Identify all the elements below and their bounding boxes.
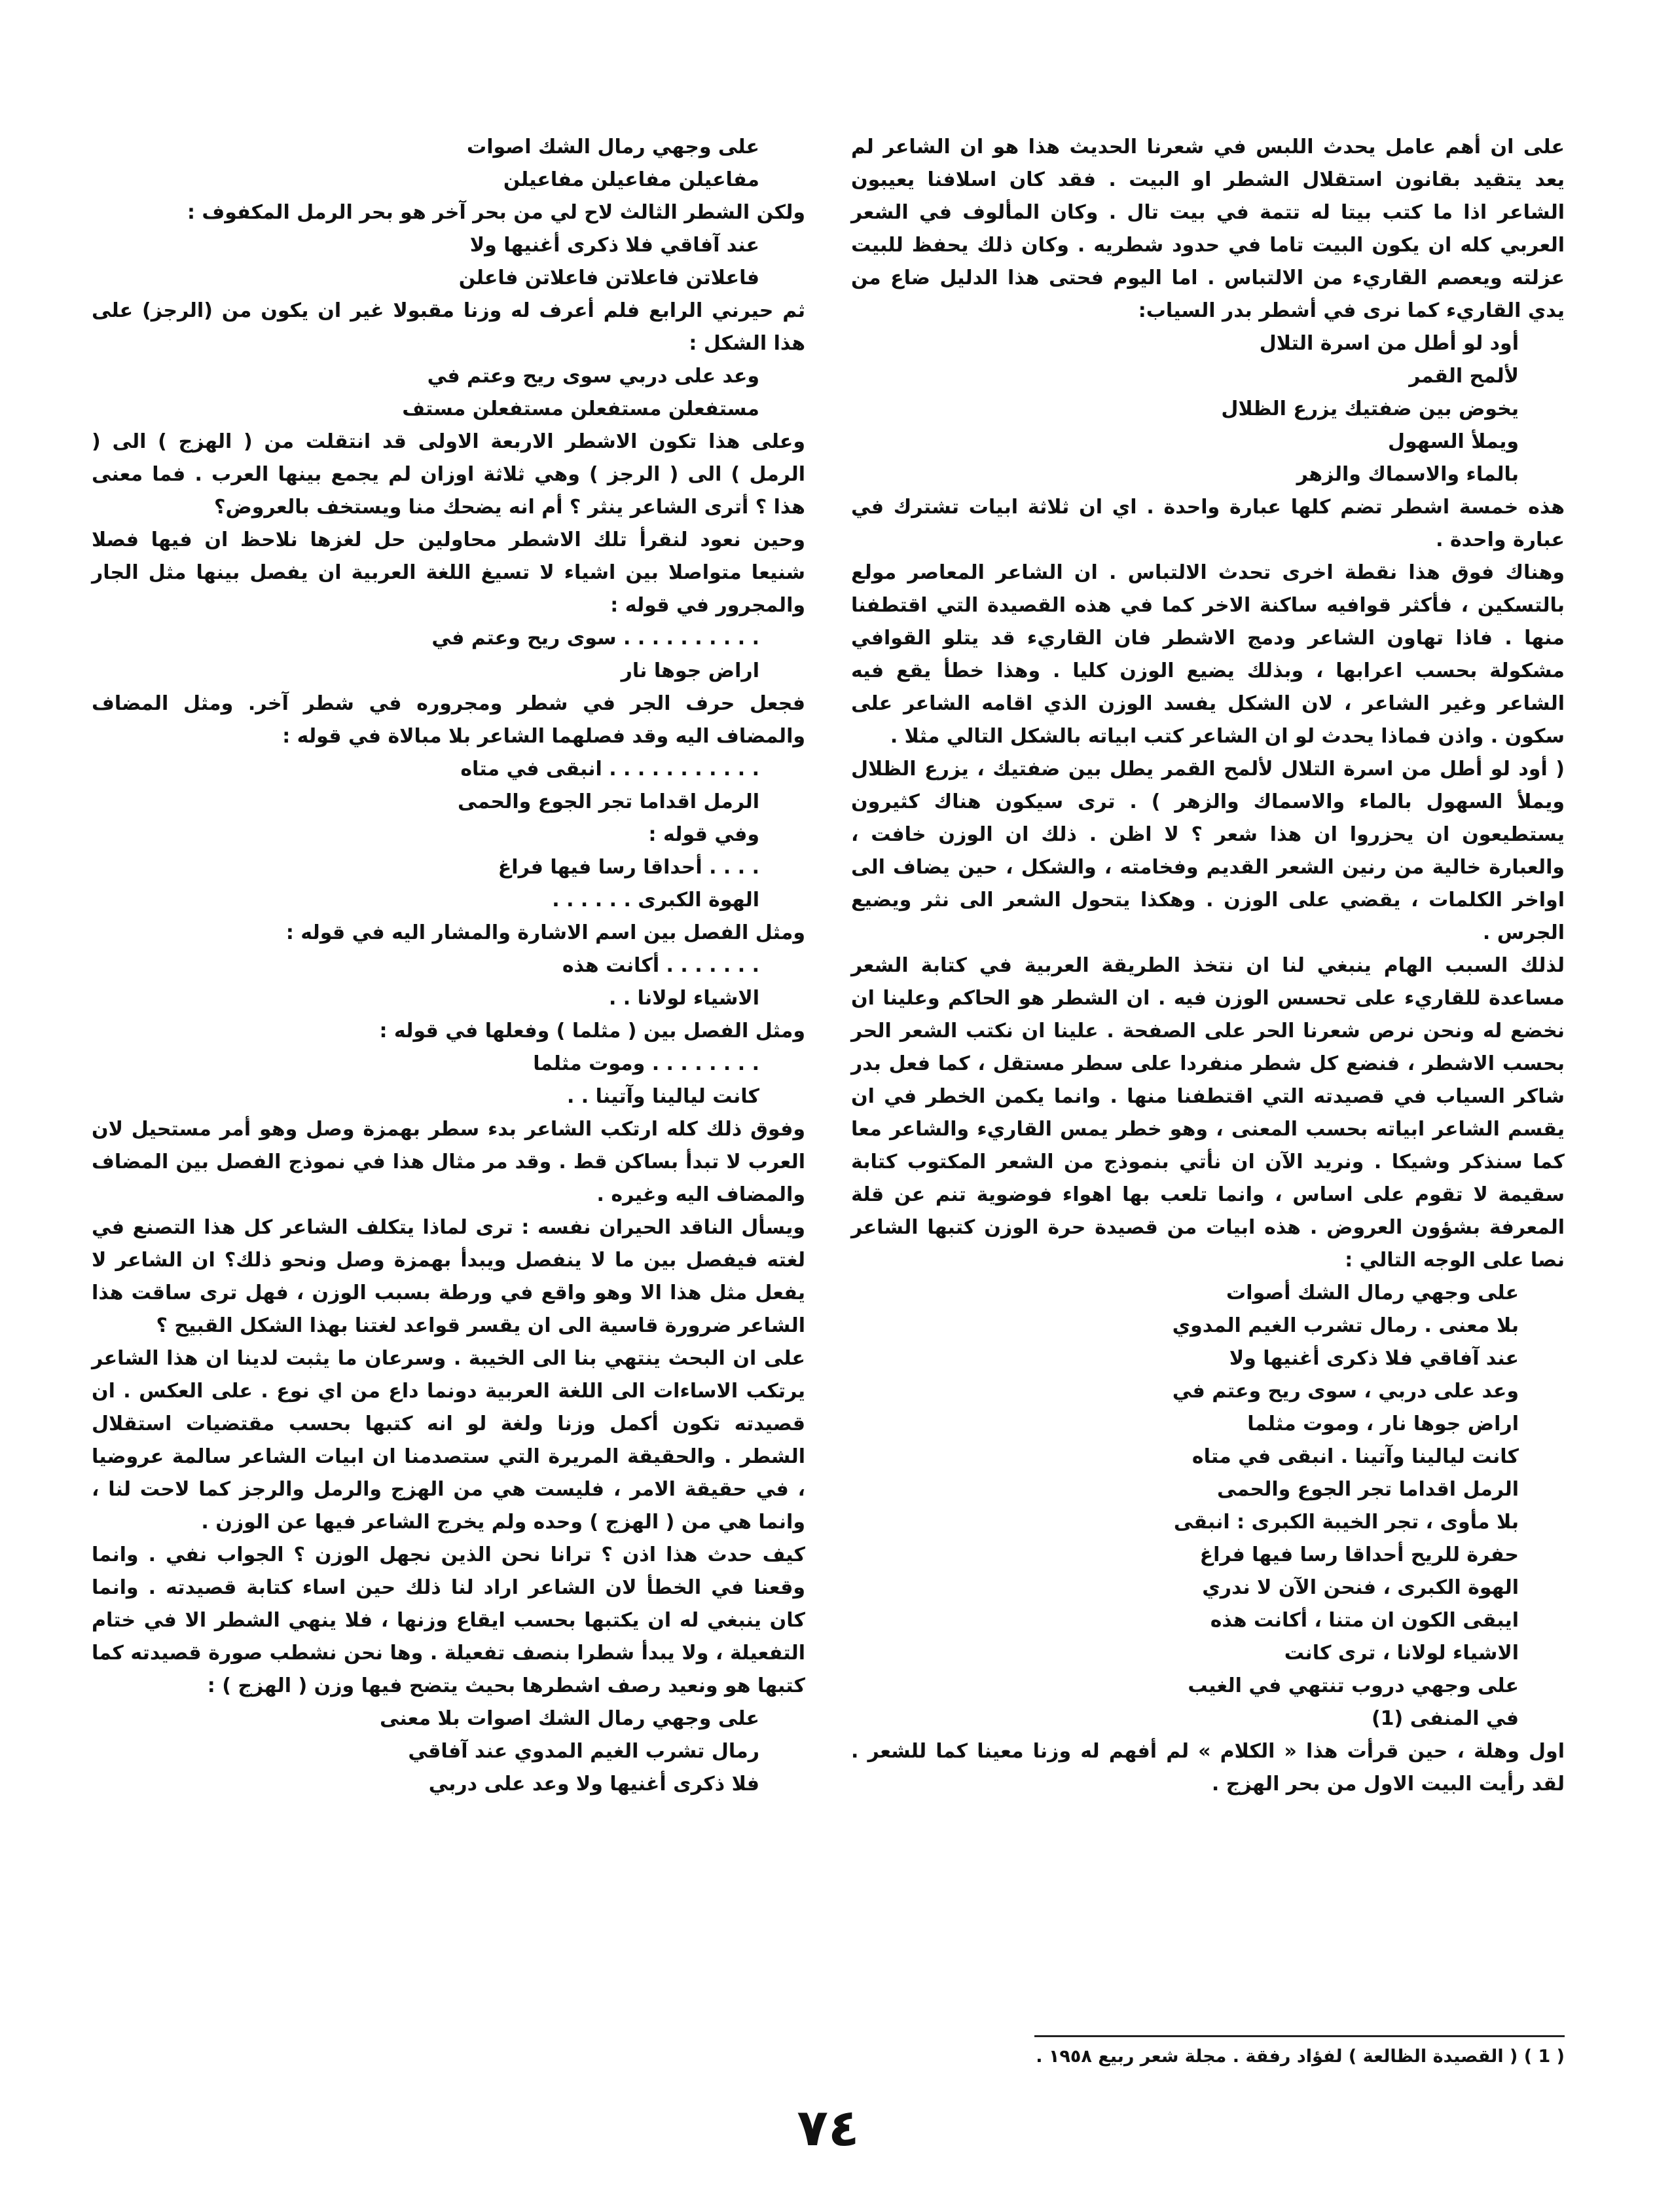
verse-line: أود لو أطل من اسرة التلال (1259, 332, 1519, 355)
verse-line: اراض جوها نار (621, 659, 759, 682)
verse-line: عند آفاقي فلا ذكرى أغنيها ولا (1229, 1347, 1519, 1370)
left-column (92, 131, 805, 1801)
verse-line: . . . . . . . أكانت هذه (562, 954, 759, 977)
verse-line: فاعلاتن فاعلاتن فاعلاتن فاعلن (458, 267, 759, 289)
verse-line: كانت ليالينا وآتينا . انبقى في متاه (1191, 1445, 1519, 1468)
verse-line: على وجهي دروب تنتهي في الغيب (1188, 1674, 1519, 1697)
verse-line: رمال تشرب الغيم المدوي عند آفاقي (408, 1740, 759, 1763)
verse-line: على وجهي رمال الشك اصوات (467, 136, 759, 158)
paragraph: هذه خمسة اشطر تضم كلها عبارة واحدة . اي ان ثلاثة ابيات تشترك في عبارة واحدة . (851, 496, 1565, 551)
paragraph: وفوق ذلك كله ارتكب الشاعر بدء سطر بهمزة وصل وهو أمر مستحيل لان العرب لا تبدأ بساكن قط . وقد مر مثال هذا في نموذج الفصل بين المضاف والمضاف اليه وغيره . (92, 1118, 805, 1206)
paragraph: على ان البحث ينتهي بنا الى الخيبة . وسرعان ما يثبت لدينا ان هذا الشاعر يرتكب الاساءات الى اللغة العربية دونما داع من اي نوع . على العكس . ان قصيدته تكون أكمل وزنا ولغة لو انه كتبها بحسب مقتضيات استقلال الشطر . والحقيقة المريرة التي ستصدمنا ان ابيات الشاعر سالمة عروضيا ، في حقيقة الامر ، فليست هي من الهزج والرمل والرجز كما لاحت لنا ، وانما هي من ( الهزج ) وحده ولم يخرج الشاعر فيها عن الوزن . (92, 1347, 805, 1534)
verse-line: بالماء والاسماك والزهر (1296, 463, 1519, 486)
footnote: ( 1 ) ( القصيدة الظالعة ) لفؤاد رفقة . مجلة شعر ربيع ١٩٥٨ . (1036, 2046, 1565, 2067)
verse-line: وفي قوله : (648, 823, 759, 846)
verse-line: في المنفى (1) (1371, 1707, 1519, 1730)
verse-line: وعد على دربي سوى ريح وعتم في (427, 365, 759, 388)
verse-line: بلا معنى . رمال تشرب الغيم المدوي (1172, 1314, 1519, 1337)
verse-line: الرمل اقداما تجر الجوع والحمى (457, 790, 759, 813)
verse-line: لألمح القمر (1409, 365, 1519, 388)
paragraph: ومثل الفصل بين اسم الاشارة والمشار اليه في قوله : (285, 921, 805, 944)
paragraph: وهناك فوق هذا نقطة اخرى تحدث الالتباس . ان الشاعر المعاصر مولع بالتسكين ، فأكثر قوافيه ساكنة الاخر كما في هذه القصيدة التي اقتطفنا منها . فاذا تهاون الشاعر ودمج الاشطر فان القاريء قد يتلو القوافي مشكولة بحسب اعرابها ، وبذلك يضيع الوزن كليا . وهذا خطأ يقع فيه الشاعر وغير الشاعر ، لان الشكل يفسد الوزن الذي اقامه الشاعر على سكون . واذن فماذا يحدث لو ان الشاعر كتب ابياته بالشكل التالي مثلا . (851, 561, 1565, 748)
paragraph: وعلى هذا تكون الاشطر الاربعة الاولى قد انتقلت من ( الهزج ) الى ( الرمل ) الى ( الرجز ) وهي ثلاثة اوزان لم يجمع بينها العرب . فما معنى هذا ؟ أترى الشاعر ينثر ؟ أم انه يضحك منا ويستخف بالعروض؟ (92, 430, 805, 519)
page-number: ٧٤ (797, 2099, 860, 2158)
verse-line: على وجهي رمال الشك اصوات بلا معنى (380, 1707, 759, 1730)
verse-line: فلا ذكرى أغنيها ولا وعد على دربي (428, 1773, 759, 1796)
verse-line: . . . . . . . . . . . انبقى في متاه (460, 758, 759, 781)
paragraph: لذلك السبب الهام ينبغي لنا ان نتخذ الطريقة العربية في كتابة الشعر مساعدة للقاريء على تحسس الوزن فيه . ان الشطر هو الحاكم وعلينا ان نخضع له ونحن نرص شعرنا الحر على الصفحة . علينا ان نكتب الشعر الحر بحسب الاشطر ، فنضع كل شطر منفردا على سطر مستقل ، كما فعل بدر شاكر السياب في قصيدته التي اقتطفنا منها . وانما يكمن الخطر في ان يقسم الشاعر ابياته بحسب المعنى ، وهو خطر يمس القاريء والشاعر معا كما سنذكر وشيكا . ونريد الآن ان نأتي بنموذج من الشعر المكتوب كتابة سقيمة لا تقوم على اساس ، وانما تلعب بها اهواء فوضوية تنم عن قلة المعرفة بشؤون العروض . هذه ابيات من قصيدة حرة الوزن كتبها الشاعر نصا على الوجه التالي : (851, 954, 1565, 1272)
verse-line: ايبقى الكون ان متنا ، أكانت هذه (1210, 1609, 1519, 1632)
paragraph: ويسأل الناقد الحيران نفسه : ترى لماذا يتكلف الشاعر كل هذا التصنع في لغته فيفصل بين ما لا ينفصل ويبدأ بهمزة وصل ونحو ذلك؟ ان الشاعر لا يفعل مثل هذا الا وهو واقع في ورطة بسبب الوزن ، فهل ترى ساقت هذا الشاعر ضرورة قاسية الى ان يقسر قواعد لغتنا بهذا الشكل القبيح ؟ (92, 1216, 805, 1337)
right-column (851, 131, 1565, 1801)
verse-line: الهوة الكبرى . . . . . . (552, 889, 759, 912)
verse-line: وعد على دربي ، سوى ريح وعتم في (1172, 1380, 1519, 1403)
verse-line: ويملأ السهول (1388, 430, 1519, 453)
verse-line: الاشياء لولانا . . (608, 987, 759, 1010)
verse-line: اراض جوها نار ، وموت مثلما (1247, 1412, 1519, 1435)
verse-line: الهوة الكبرى ، فنحن الآن لا ندري (1202, 1576, 1519, 1599)
paragraph: ومثل الفصل بين ( مثلما ) وفعلها في قوله : (379, 1020, 805, 1042)
verse-line: يخوض بين ضفتيك يزرع الظلال (1221, 397, 1519, 420)
verse-line: كانت ليالينا وآتينا . . (566, 1085, 759, 1108)
paragraph: فجعل حرف الجر في شطر ومجروره في شطر آخر. ومثل المضاف والمضاف اليه وقد فصلهما الشاعر بلا مبالاة في قوله : (92, 692, 805, 748)
paragraph: كيف حدث هذا اذن ؟ ترانا نحن الذين نجهل الوزن ؟ الجواب نفي . وانما وقعنا في الخطأ لان الشاعر اراد لنا ذلك حين اساء كتابة قصيدته . وانما كان ينبغي له ان يكتبها بحسب ايقاع وزنها ، فلا ينهي الشطر الا في ختام التفعيلة ، ولا يبدأ شطرا بنصف تفعيلة . وها نحن نشطب صورة قصيدته كما كتبها هو ونعيد رصف اشطرها بحيث يتضح فيها وزن ( الهزج ) : (92, 1543, 805, 1697)
verse-line: . . . . أحداقا رسا فيها فراغ (498, 856, 759, 879)
verse-line: الاشياء لولانا ، ترى كانت (1284, 1642, 1519, 1665)
verse-line: بلا مأوى ، تجر الخيبة الكبرى : انبقى (1173, 1511, 1519, 1534)
verse-line: . . . . . . . . وموت مثلما (533, 1052, 759, 1075)
footnote-divider (1034, 2035, 1565, 2037)
paragraph: اول وهلة ، حين قرأت هذا « الكلام » لم أفهم له وزنا معينا كما للشعر . لقد رأيت البيت الاول من بحر الهزج . (851, 1740, 1565, 1796)
verse-line: مستفعلن مستفعلن مستفعلن مستف (402, 397, 759, 420)
paragraph: ( أود لو أطل من اسرة التلال لألمح القمر يطل بين ضفتيك ، يزرع الظلال ويملأ السهول بالماء والاسماك والزهر ) . ترى سيكون هناك كثيرون يستطيعون ان يحزروا ان هذا شعر ؟ لا اظن . ذلك ان الوزن خافت ، والعبارة خالية من رنين الشعر القديم وفخامته ، والشكل ، حين يضاف الى اواخر الكلمات ، يقضي على الوزن . وهكذا يتحول الشعر الى نثر ويضيع الجرس . (851, 758, 1565, 944)
paragraph: وحين نعود لنقرأ تلك الاشطر محاولين حل لغزها نلاحظ ان فيها فصلا شنيعا متواصلا بين اشياء لا تسيغ اللغة العربية ان يفصل بينها مثل الجار والمجرور في قوله : (92, 528, 805, 617)
verse-line: عند آفاقي فلا ذكرى أغنيها ولا (469, 234, 759, 257)
verse-line: على وجهي رمال الشك أصوات (1226, 1281, 1519, 1304)
verse-line: الرمل اقداما تجر الجوع والحمى (1216, 1478, 1519, 1501)
verse-line: مفاعيلن مفاعيلن مفاعيلن (503, 168, 759, 191)
paragraph: ثم حيرني الرابع فلم أعرف له وزنا مقبولا غير ان يكون من (الرجز) على هذا الشكل : (92, 299, 805, 355)
paragraph: على ان أهم عامل يحدث اللبس في شعرنا الحديث هذا هو ان الشاعر لم يعد يتقيد بقانون استقلال الشطر او البيت . فقد كان اسلافنا يعيبون الشاعر اذا ما كتب بيتا له تتمة في بيت تال . وكان المألوف في الشعر العربي كله ان يكون البيت تاما في حدود شطريه . وكان ذلك يحفظ للبيت عزلته ويعصم القاريء من الالتباس . اما اليوم فحتى هذا الدليل ضاع من يدي القاريء كما نرى في أشطر بدر السياب: (851, 136, 1565, 322)
verse-line: حفرة للريح أحداقا رسا فيها فراغ (1199, 1543, 1519, 1566)
verse-line: . . . . . . . . . . سوى ريح وعتم في (431, 627, 759, 650)
paragraph: ولكن الشطر الثالث لاح لي من بحر آخر هو بحر الرمل المكفوف : (187, 201, 805, 224)
